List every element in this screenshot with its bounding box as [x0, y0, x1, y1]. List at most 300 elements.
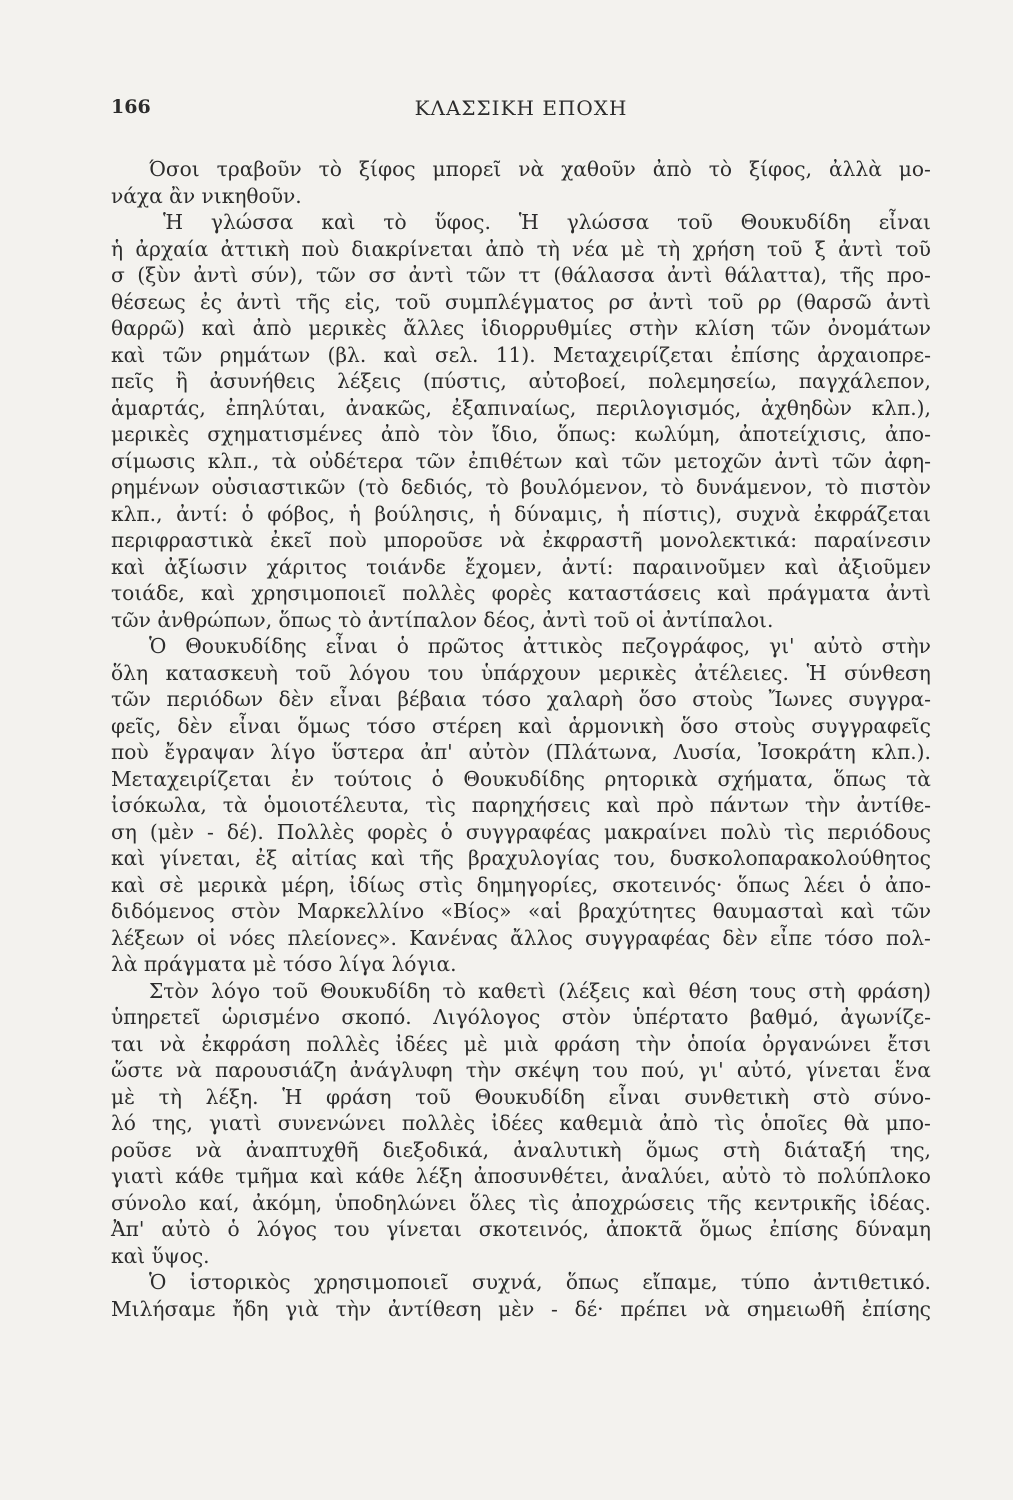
word: βούλησις, [374, 501, 475, 526]
word: χάριτος [266, 554, 347, 579]
word: συγγραφέας [465, 819, 592, 844]
word: ἀφη- [884, 448, 931, 473]
word: νὰ [159, 1031, 186, 1056]
word: ὅμως [297, 713, 351, 738]
word: ὀνομάτων [827, 316, 931, 340]
text-line [111, 1084, 931, 1111]
word: ἀξίωσιν [164, 554, 248, 579]
word: Θουκυδίδης [463, 766, 585, 791]
word: τῶν [621, 448, 662, 473]
word: καὶ [321, 210, 356, 234]
word: δυσκολοπαρακολούθητος [669, 846, 931, 870]
word: Θουκυδίδη [320, 978, 431, 1003]
word: βέβαια [397, 687, 467, 711]
word: ἰσόκωλα, [111, 793, 207, 817]
word: πεζογράφος, [621, 634, 751, 658]
word: ἀντὶ [648, 289, 694, 314]
word: τῶν [162, 342, 203, 367]
word: χαθοῦν [561, 157, 636, 181]
word: χαλαρὴ [546, 687, 624, 711]
section-heading-line [111, 209, 931, 236]
word: θαρρῶ) [111, 316, 185, 340]
word: ἐπιθέτων [468, 448, 563, 473]
word: τμῆμα [235, 1164, 299, 1188]
word: τόσο [824, 925, 874, 950]
word: νὰ [518, 157, 545, 181]
word: λόγο [211, 978, 261, 1003]
word: τὴν [335, 1296, 372, 1321]
word: παγχάλεπον, [798, 369, 931, 393]
word: της, [151, 1111, 193, 1135]
word: οἱ [196, 925, 217, 950]
word: τοῦ [766, 236, 803, 261]
word: ἐπίσης [730, 342, 800, 367]
word: βραχύτητες [578, 899, 697, 923]
word: λέξεις [337, 369, 402, 393]
word: ἀπ' [420, 740, 453, 764]
word: μπορεῖ [432, 157, 502, 181]
word: περιόδων [166, 687, 264, 711]
text-line [111, 766, 931, 793]
word: λόγου [348, 660, 411, 685]
text-line [111, 898, 931, 925]
word: ἐν [291, 766, 315, 791]
word: φράση [326, 1084, 392, 1109]
word: ὁποία [687, 1031, 747, 1056]
word: γι' [698, 1058, 724, 1082]
word: ὅπως [565, 1270, 620, 1294]
word: ἔτσι [887, 1031, 931, 1056]
word: σκοτεινός· [612, 872, 723, 897]
word: ἀτέλειες. [694, 660, 789, 685]
word: - [207, 819, 214, 844]
word: νὰ [195, 1137, 222, 1162]
word: αὐτό, [736, 1058, 793, 1082]
word: (θαρσῶ [795, 289, 872, 314]
word: γιατὶ [111, 1164, 164, 1188]
word: τραβοῦν [216, 157, 302, 181]
word: διδόμενος [111, 899, 215, 923]
word: στὸν [561, 1005, 612, 1029]
word: τῶν [831, 448, 872, 473]
word: ὁ [431, 766, 444, 791]
word: «αἱ [528, 899, 562, 923]
word: τὶς [425, 793, 456, 817]
word: (βλ. [327, 342, 367, 367]
word: θαυμασταὶ [712, 899, 824, 923]
word: σὲ [159, 872, 184, 897]
word: τὸ [318, 157, 342, 181]
word: συχνά, [471, 1270, 543, 1294]
word: ξίφος, [748, 157, 813, 181]
word: σ [111, 263, 125, 287]
word: σκέψη [514, 1058, 580, 1082]
word: προ- [886, 263, 931, 287]
text-line [111, 315, 931, 342]
word: αὐτὸ [813, 634, 863, 658]
word: ἔχομεν, [465, 554, 543, 579]
word: του [592, 1058, 628, 1082]
word: πολὺ [720, 819, 771, 844]
word: τόσο [366, 713, 416, 738]
text-line [111, 1163, 931, 1190]
word: ἐκφραστῆ [542, 528, 643, 552]
word: πολύπλοκο [817, 1164, 931, 1188]
word: καὶ [606, 793, 641, 817]
word: λέει [803, 872, 846, 897]
word: μερικὲς [308, 316, 387, 340]
word: μὲ [620, 236, 645, 261]
text-line [111, 1137, 931, 1164]
word: (θάλασσα [553, 263, 655, 287]
word: ἡ [488, 501, 501, 526]
word: ὕστερα [331, 740, 405, 764]
word: τὴν [804, 793, 841, 817]
word: γίνεται [386, 1217, 462, 1241]
word: ἀντίθε- [856, 793, 931, 817]
text-line [111, 792, 931, 819]
word: νὰ [704, 1296, 731, 1321]
word: μὲ [463, 1031, 488, 1056]
word: τοῦ [707, 289, 744, 314]
word: τὸ [442, 978, 466, 1003]
text-line [111, 527, 931, 554]
word: ὥστε [111, 1058, 163, 1082]
word: τὴν [635, 1031, 672, 1056]
word: πρὸ [656, 793, 694, 817]
word: ρημάτων [219, 342, 311, 367]
word: μο- [898, 157, 931, 181]
word: δύναμις, [514, 501, 604, 526]
word: περιόδους [827, 819, 931, 844]
word: Ἡ [282, 1084, 303, 1109]
word: τὴν [465, 1058, 502, 1082]
word: πεῖς [111, 369, 154, 393]
word: κατασκευὴ [165, 660, 278, 685]
word: σκοτεινός, [478, 1217, 590, 1241]
word: ἀντὶ [838, 236, 884, 261]
word: βραχυλογίας [467, 846, 600, 870]
word: τῶν [891, 899, 931, 923]
word: συγγραφέας [585, 925, 711, 950]
word: παρηχήσεις [471, 793, 591, 817]
page-header [111, 96, 931, 126]
word: ὁ [227, 1217, 240, 1241]
word: Μεταχειρίζεται [111, 766, 272, 791]
word: ὀργανώνει [762, 1031, 872, 1056]
word: δύναμη [855, 1217, 931, 1241]
word: μιὰ [503, 1031, 539, 1056]
word: εἶναι [878, 210, 931, 234]
word: Ἴωνες [768, 687, 833, 711]
word: ροῦσε [111, 1137, 172, 1162]
word: ται [111, 1031, 144, 1056]
text-line [111, 925, 931, 952]
word: στὶς [418, 872, 463, 897]
word: ἱστορικὸς [189, 1270, 291, 1294]
word: ἰδέες [395, 1031, 448, 1056]
word: πολεμησείω, [648, 369, 778, 393]
word: δυνάμενον, [695, 475, 813, 499]
word: στὴ [808, 978, 846, 1003]
text-line [111, 236, 931, 263]
word: ἀχθηδὼν [760, 395, 852, 420]
word: ὅμως [645, 1137, 699, 1162]
word: καὶ [111, 872, 146, 897]
word: ἀπὸ [252, 316, 292, 340]
word: χρησιμοποιεῖ [313, 1270, 449, 1294]
text-line [111, 474, 931, 501]
word: ρητορικὰ [604, 766, 698, 791]
word: ἁρμονικὴ [568, 713, 665, 738]
word: εἴπαμε, [642, 1270, 718, 1294]
word: καὶ [111, 554, 146, 579]
word: ἀνάγλυφη [349, 1058, 453, 1082]
word: ἐξ [255, 846, 278, 870]
word: κλπ.), [871, 395, 931, 420]
word: ὁ [396, 634, 409, 658]
word: ἀξιοῦμεν [838, 554, 931, 579]
word: ἀντὶ [774, 448, 820, 473]
word: ἀντίθεση [387, 1296, 482, 1321]
word: εἶναι [228, 713, 282, 738]
word: ἀντὶ [885, 581, 931, 605]
word: δέ· [574, 1296, 604, 1321]
word: ττ [518, 263, 541, 287]
word: ρσ [608, 289, 635, 314]
word: κωλύμη, [634, 422, 721, 446]
word: καὶ [309, 1164, 345, 1188]
word: Θουκυδίδη [474, 1084, 585, 1109]
word: ξ [814, 236, 826, 261]
word: σχήματα, [717, 766, 814, 791]
word: στὴ [722, 1137, 760, 1162]
word: νέα [572, 236, 609, 261]
word: ἁμαρτάς, [111, 395, 206, 420]
word: ἄλλος [510, 925, 573, 950]
word: φράση) [857, 978, 931, 1003]
word: πολ- [885, 925, 931, 950]
word: Κανένας [409, 925, 498, 950]
word: ἀποσυνθέτει, [473, 1164, 610, 1188]
word: τὴ [536, 236, 560, 261]
word: καὶ [111, 342, 146, 367]
word: ἀπὸ [658, 1111, 698, 1135]
word: Λυσία, [673, 740, 743, 764]
text-line [111, 1216, 931, 1243]
word: συγγρα- [848, 687, 931, 711]
word: συχνὰ [735, 501, 801, 526]
word: στὸν [231, 899, 281, 923]
word: διεξοδικά, [382, 1137, 490, 1162]
word: αὐτὸ [721, 1164, 772, 1188]
word: τὰ [906, 766, 931, 791]
word: συμπλέγματος [445, 289, 595, 314]
word: εἶναι [608, 1084, 661, 1109]
word: ὁ [241, 501, 254, 526]
word: τύπο [740, 1270, 790, 1294]
word: μερικὰ [197, 872, 268, 897]
word: ὅπως [833, 766, 887, 791]
word: τοιάνδε [366, 554, 446, 579]
word: μερικὲς [598, 660, 677, 685]
word: μπο- [885, 1111, 931, 1135]
word: ἀττικὴ [220, 236, 290, 261]
text-line: νάχα ἂν νικηθοῦν. [111, 183, 302, 208]
text-line [111, 342, 931, 369]
word: καὶ [642, 978, 677, 1003]
word: γίνεται [805, 1058, 882, 1082]
word: τοῦ [677, 210, 713, 234]
word: στὴν [881, 634, 931, 658]
word: Ἀπ' [111, 1217, 145, 1241]
word: σύνολο [111, 1190, 187, 1215]
word: ὅπως [736, 872, 790, 897]
word: Στὸν [149, 978, 199, 1003]
word: φόβος, [267, 501, 336, 526]
word: ὅμως [699, 1217, 753, 1241]
word: κλπ., [207, 448, 260, 473]
word: ἀρχαία [135, 236, 209, 261]
word: (τὸ [357, 475, 389, 499]
word: κάθε [355, 1164, 405, 1188]
word: αὐτὸν [468, 740, 530, 764]
word: δὲν [278, 687, 314, 711]
word: ἡ [616, 501, 630, 526]
word: ἀκόμη, [252, 1190, 323, 1215]
word: του [333, 1217, 370, 1241]
word: Θουκυδίδη [740, 210, 851, 234]
text-line [111, 368, 931, 395]
word: ἀντί: [561, 554, 614, 579]
word: ὅπως: [556, 422, 617, 446]
word: τὸ [708, 157, 733, 181]
text-line [111, 289, 931, 316]
word: διακρίνεται [351, 236, 473, 261]
word: μερικὲς [111, 422, 190, 446]
word: (μὲν [149, 819, 195, 844]
word: ποὺ [328, 528, 367, 552]
word: (πύστις, [422, 369, 507, 393]
text-line [111, 633, 931, 660]
word: ἐκφράζεται [813, 501, 931, 526]
word: τὸν [438, 422, 474, 446]
word: ἀσυνήθεις [209, 369, 316, 393]
text-line [111, 713, 931, 740]
word: δὲν [722, 925, 758, 950]
word: ὅσο [680, 713, 719, 738]
word: λέξη [415, 1164, 463, 1188]
word: τους [749, 978, 797, 1003]
word: ἐπίσης [861, 1296, 931, 1321]
word: πολλὲς [306, 1031, 380, 1056]
word: ἰδιορρυθμίες [481, 316, 613, 340]
text-line [111, 845, 931, 872]
word: ἀντιθετικό. [813, 1270, 931, 1294]
word: χρησιμοποιεῖ [251, 581, 387, 605]
word: ἀγωνίζε- [840, 1005, 931, 1029]
word: τοῦ [272, 978, 308, 1003]
word: θάλαττα), [724, 263, 828, 287]
word: τοιάδε, [111, 581, 185, 605]
word: ὑπηρετεῖ [111, 1005, 201, 1029]
word: ὡρισμένο [221, 1005, 320, 1029]
word: ἀπὸ [652, 157, 692, 181]
text-line [111, 1190, 931, 1217]
word: Ὁ [149, 1270, 167, 1294]
word: ἤδη [232, 1296, 269, 1321]
word: τῶν [771, 316, 811, 340]
word: αὐτοβοεί, [528, 369, 627, 393]
word: παραίνεσιν [813, 528, 931, 552]
word: τὸ [485, 475, 509, 499]
word: τὸ [782, 1164, 806, 1188]
text-line [111, 872, 931, 899]
word: ἀπὸ [380, 422, 420, 446]
word: ἀττικὸς [522, 634, 603, 658]
word: κλπ.). [871, 740, 931, 764]
word: ἀναλύει, [621, 1164, 711, 1188]
word: του [427, 660, 464, 685]
body-text [111, 156, 931, 1322]
word: συνενώνει [277, 1111, 386, 1135]
word: πολλὲς [402, 581, 476, 605]
word: παρουσιάζη [215, 1058, 337, 1082]
word: ἰδέες [491, 1111, 544, 1135]
word: καὶ [784, 554, 819, 579]
word: μὲ [111, 1084, 135, 1109]
word: ἀντὶ [236, 289, 282, 314]
word: τοῦ [895, 236, 931, 261]
word: ἐς [199, 289, 223, 314]
word: καὶ [517, 713, 553, 738]
word: αἰτίας [291, 846, 357, 870]
word: τὴ [656, 236, 681, 261]
word: τούτοις [333, 766, 412, 791]
word: ἡ [111, 236, 124, 261]
word: 11). [495, 342, 536, 367]
word: καί, [199, 1190, 240, 1215]
word: θέσεως [111, 289, 186, 314]
word: ὑποδηλώνει [334, 1190, 457, 1215]
text-line [111, 156, 931, 183]
word: ἀποκτᾶ [605, 1217, 683, 1241]
word: ἀντί: [176, 501, 228, 526]
word: ὁμοιοτέλευτα, [263, 793, 410, 817]
word: σύνο- [873, 1084, 931, 1109]
running-title: ΚΛΑΣΣΙΚΗ ΕΠΟΧΗ [414, 96, 628, 120]
word: δέ). [226, 819, 264, 844]
word: διάταξή [784, 1137, 866, 1162]
text-line [111, 1110, 931, 1137]
word: θὰ [843, 1111, 870, 1135]
text-line [111, 660, 931, 687]
word: γλώσσα [566, 210, 650, 234]
word: καὶ [383, 342, 418, 367]
word: σελ. [434, 342, 479, 367]
word: ἀπο- [885, 872, 931, 897]
word: τὸ [383, 210, 407, 234]
word: νὰ [499, 528, 526, 552]
word: «Βίος» [440, 899, 512, 923]
word: χρήση [692, 236, 755, 261]
word: της, [889, 1137, 931, 1162]
word: τὶς [784, 819, 815, 844]
word: λίγο [270, 740, 316, 764]
word: Ἡ [518, 210, 539, 234]
word: φορὲς [491, 581, 552, 605]
word: ὁποῖες [760, 1111, 828, 1135]
